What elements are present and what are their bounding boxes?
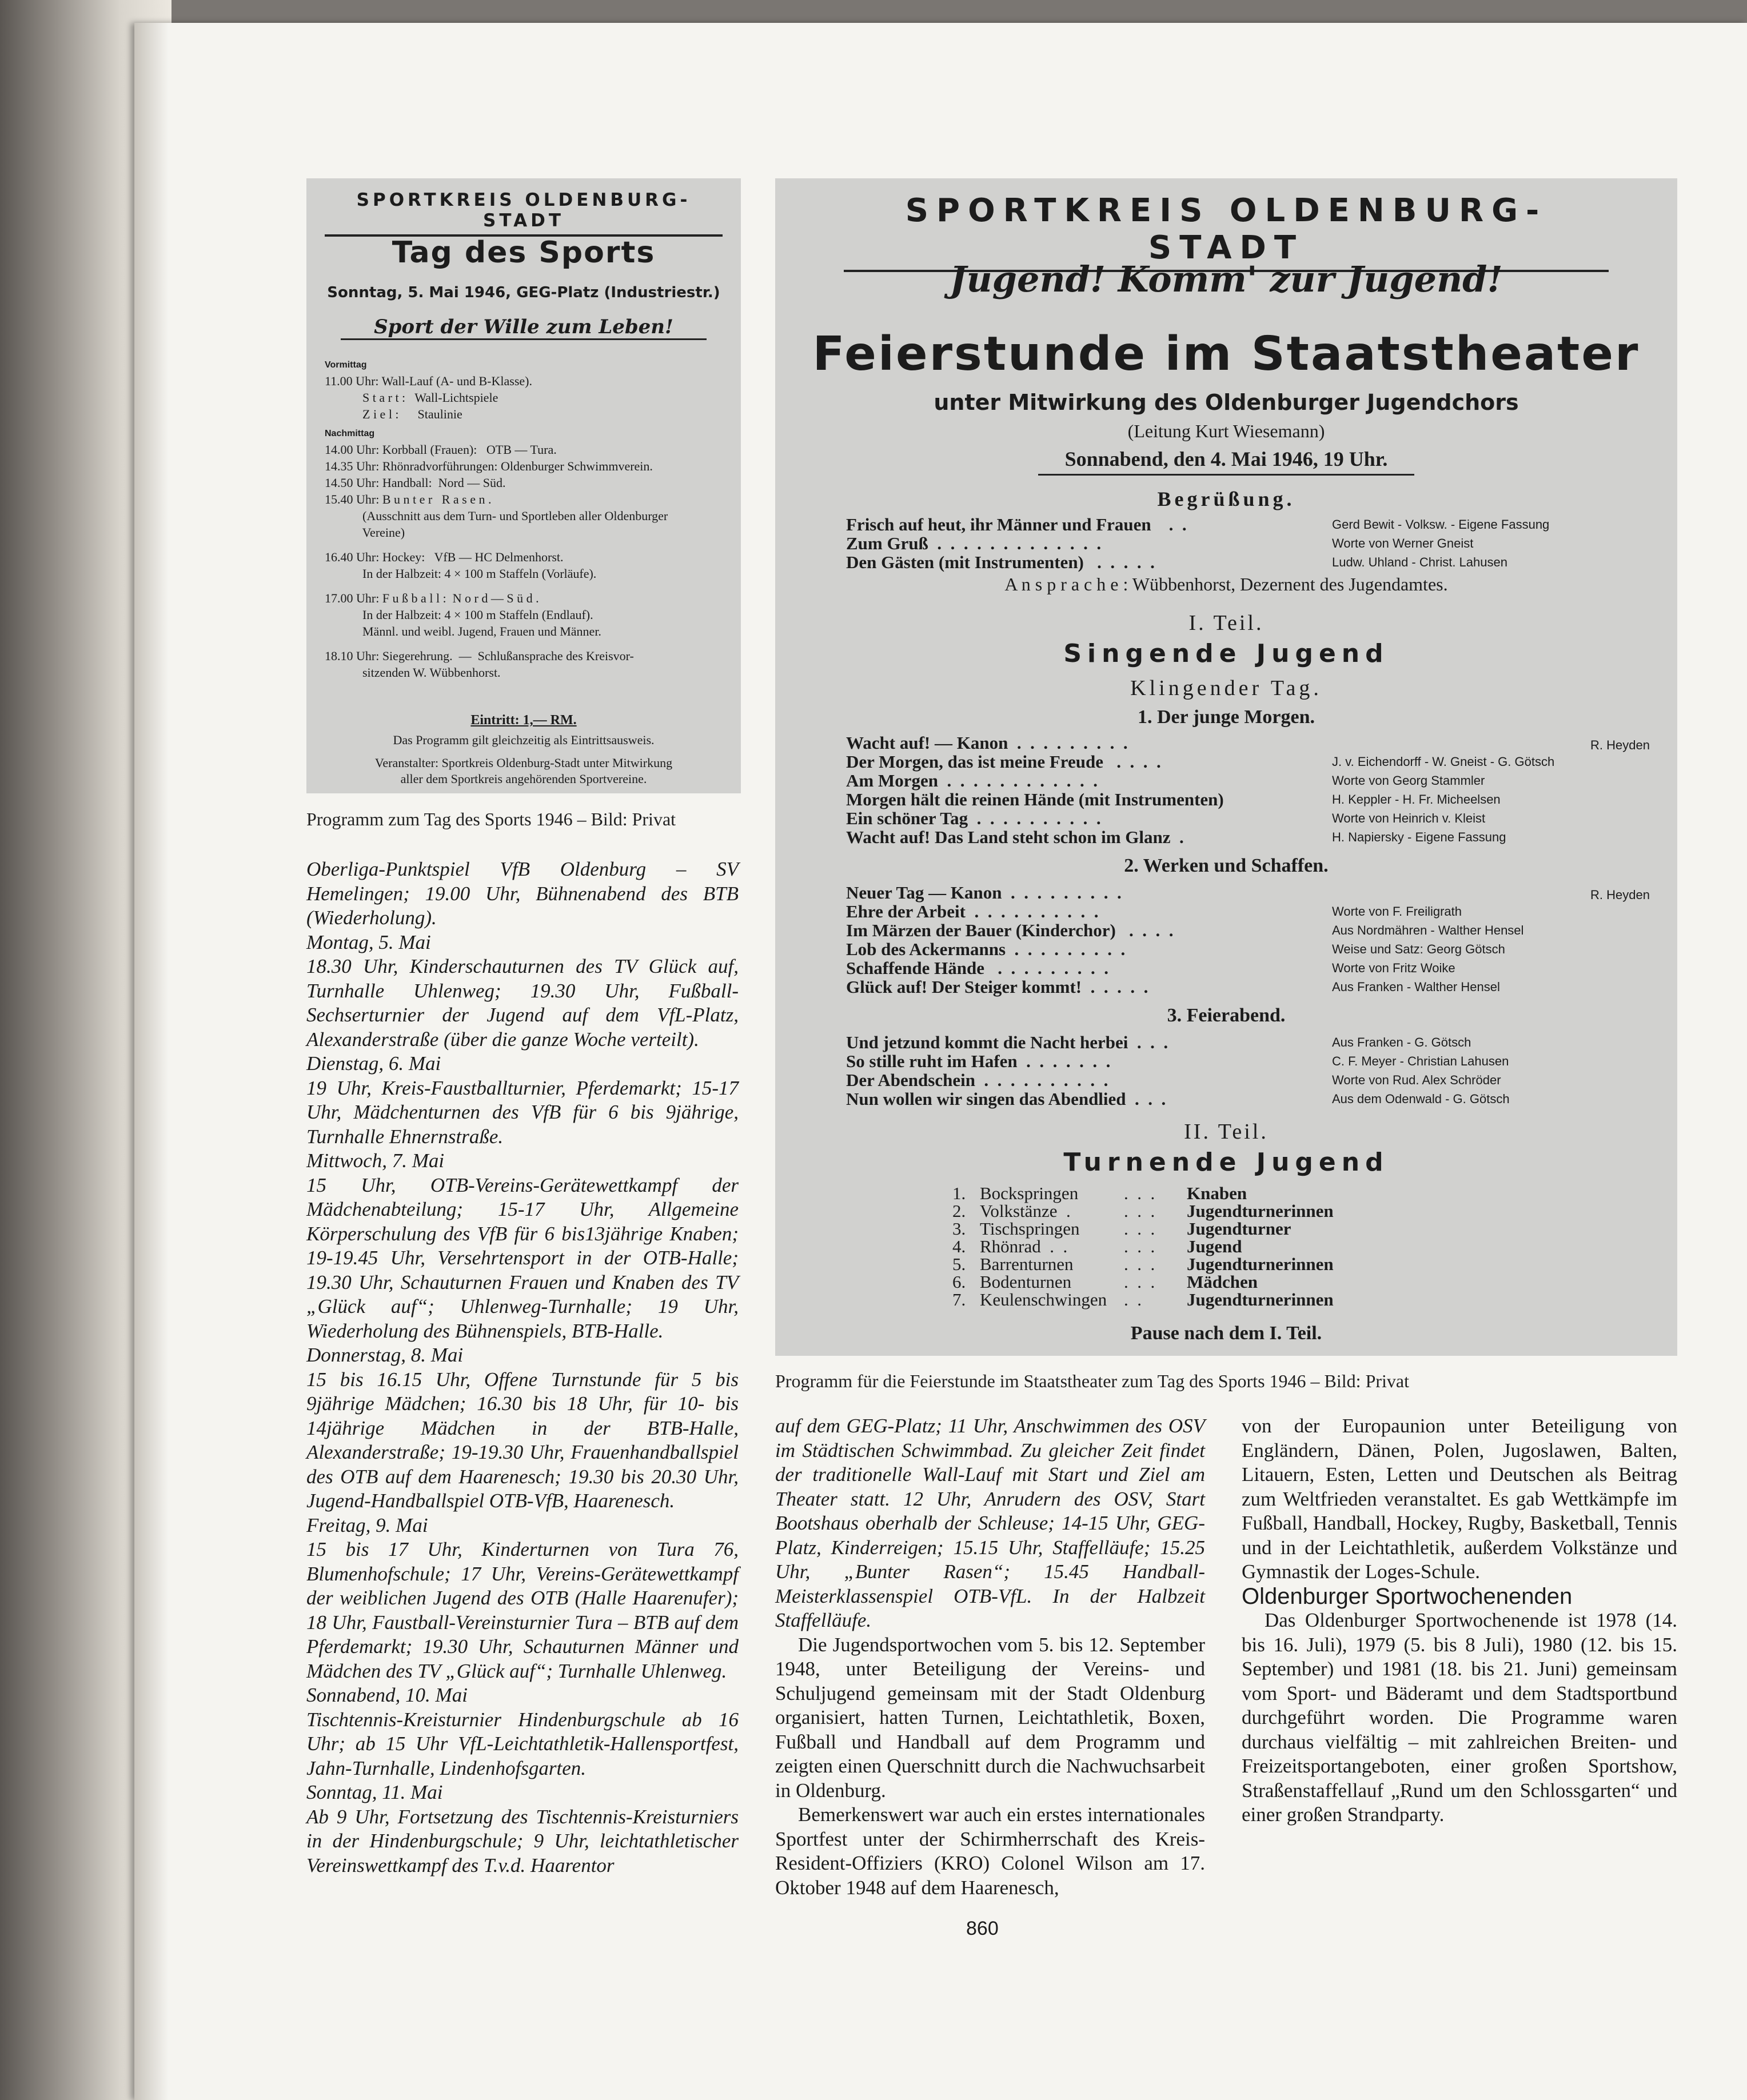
schedule-line: (Ausschnitt aus dem Turn- und Sportleben aller Oldenburger: [325, 509, 668, 523]
left-program-title: Tag des Sports: [392, 235, 656, 270]
schedule-line: In der Halbzeit: 4 × 100 m Staffeln (Vorläufe).: [325, 566, 597, 581]
turn-group: Jugend: [1187, 1236, 1242, 1256]
program-piece-title: So stille ruht im Hafen . . . . . . .: [846, 1051, 1111, 1071]
right-program-section-2: 2. Werken und Schaffen.: [1124, 855, 1329, 876]
program-piece-title: Wacht auf! Das Land steht schon im Glanz .: [846, 827, 1184, 847]
program-piece-attribution: Worte von Rud. Alex Schröder: [1332, 1073, 1501, 1087]
paragraph: 15 bis 16.15 Uhr, Offene Turnstunde für 5 bis 9jährige Mädchen; 16.30 bis 18 Uhr, für 10- bis 14jährige Mädchen in der BTB-Halle, Alexanderstraße; 19-19.30 Uhr, Frauenhandballspiel des OTB auf dem Haarenesch; 19.30 bis 20.30 Uhr, Jugend-Handballspiel OTB-VfB, Haarenesch.: [306, 1368, 739, 1512]
program-piece-title: Und jetzund kommt die Nacht herbei . . .: [846, 1032, 1168, 1052]
right-program-slogan: Jugend! Komm' zur Jugend!: [950, 258, 1503, 300]
left-program-vormittag: Vormittag: [325, 360, 367, 370]
turn-group: Jugendturner: [1187, 1219, 1291, 1239]
turn-group: Jugendturnerinnen: [1187, 1254, 1334, 1274]
paragraph: 19 Uhr, Kreis-Faustballturnier, Pferdemarkt; 15-17 Uhr, Mädchenturnen des VfB für 6 bis 9jährige, Turnhalle Ehnernstraße.: [306, 1076, 739, 1148]
program-piece-title: Ehre der Arbeit . . . . . . . . . .: [846, 901, 1099, 921]
program-piece-attribution: Worte von F. Freiligrath: [1332, 904, 1462, 919]
paragraph: Sonnabend, 10. Mai: [306, 1684, 468, 1706]
program-piece-attribution: Weise und Satz: Georg Götsch: [1332, 942, 1505, 956]
turn-number: 1.: [952, 1183, 966, 1203]
paragraph: Ab 9 Uhr, Fortsetzung des Tischtennis-Kreisturniers in der Hindenburgschule; 9 Uhr, leichtathletischer Vereinswettkampf des T.v.d. Haarentor: [306, 1805, 739, 1877]
program-piece-attribution: H. Keppler - H. Fr. Micheelsen: [1332, 792, 1501, 807]
program-piece-title: Wacht auf! — Kanon . . . . . . . . .: [846, 733, 1128, 753]
turn-number: 7.: [952, 1289, 966, 1309]
turn-group: Jugendturnerinnen: [1187, 1289, 1334, 1309]
page-gutter-shadow: [134, 23, 169, 2100]
turn-number: 2.: [952, 1201, 966, 1221]
right-program-caption: Programm für die Feierstunde im Staatstheater zum Tag des Sports 1946 – Bild: Privat: [775, 1371, 1409, 1391]
schedule-line: 18.10 Uhr: Siegerehrung. — Schlußansprache des Kreisvor-: [325, 649, 634, 663]
right-program-klingender-tag: Klingender Tag.: [1130, 676, 1322, 700]
schedule-line: 14.50 Uhr: Handball: Nord — Süd.: [325, 476, 506, 490]
right-program-date-underline: [1038, 474, 1414, 476]
program-piece-attribution: Worte von Georg Stammler: [1332, 773, 1485, 788]
right-program-turnende-jugend: Turnende Jugend: [1063, 1148, 1389, 1177]
paragraph: Dienstag, 6. Mai: [306, 1052, 441, 1075]
turn-number: 3.: [952, 1219, 966, 1239]
program-piece-title: Nun wollen wir singen das Abendlied . . .: [846, 1089, 1166, 1109]
turn-exercise: Volkstänze .: [980, 1201, 1071, 1221]
program-piece-attribution: H. Napiersky - Eigene Fassung: [1332, 830, 1506, 844]
program-piece-title: Glück auf! Der Steiger kommt! . . . . .: [846, 977, 1148, 997]
program-piece-attribution: Worte von Werner Gneist: [1332, 536, 1474, 550]
turn-exercise: Barrenturnen: [980, 1254, 1074, 1274]
program-piece-attribution: Aus Franken - Walther Hensel: [1332, 980, 1500, 994]
schedule-line: Z i e l : Staulinie: [325, 407, 462, 421]
turn-exercise: Bodenturnen: [980, 1272, 1072, 1292]
turn-group: Jugendturnerinnen: [1187, 1201, 1334, 1221]
program-piece-title: Neuer Tag — Kanon . . . . . . . . .: [846, 883, 1122, 903]
left-program-poster: [306, 178, 741, 793]
paragraph: auf dem GEG-Platz; 11 Uhr, Anschwimmen des OSV im Städtischen Schwimmbad. Zu gleicher Zeit findet der traditionelle Wall-Lauf mit Start und Ziel am Theater statt. 12 Uhr, Anrudern des OSV, Start Bootshaus oberhalb der Schleuse; 14-15 Uhr, GEG-Platz, Kinderreigen; 15.15 Uhr, Staffelläufe; 15.25 Uhr, „Bunter Rasen“; 15.45 Handball-Meisterklassenspiel OTB-VfL. In der Halbzeit Staffelläufe.: [775, 1415, 1205, 1631]
program-piece-attribution: J. v. Eichendorff - W. Gneist - G. Götsch: [1332, 754, 1555, 769]
paragraph: 18.30 Uhr, Kinderschauturnen des TV Glück auf, Turnhalle Uhlenweg; 19.30 Uhr, Fußball-Sechserturnier der Jugend auf dem VfL-Platz, Alexanderstraße (über die ganze Woche verteilt).: [306, 955, 739, 1051]
right-program-title: Feierstunde im Staatstheater: [812, 327, 1640, 381]
left-program-caption: Programm zum Tag des Sports 1946 – Bild: Privat: [306, 809, 676, 829]
paragraph: Oberliga-Punktspiel VfB Oldenburg – SV Hemelingen; 19.00 Uhr, Bühnenabend des BTB (Wiederholung).: [306, 858, 739, 929]
turn-dots: . . .: [1124, 1236, 1155, 1256]
program-piece-attribution: C. F. Meyer - Christian Lahusen: [1332, 1054, 1509, 1068]
turn-exercise: Rhönrad . .: [980, 1236, 1068, 1256]
right-program-ansprache: A n s p r a c h e : Wübbenhorst, Dezernent des Jugendamtes.: [1004, 574, 1448, 594]
program-piece-attribution: Worte von Heinrich v. Kleist: [1332, 811, 1486, 825]
right-program-date: Sonnabend, den 4. Mai 1946, 19 Uhr.: [1064, 448, 1388, 470]
turn-group: Knaben: [1187, 1183, 1247, 1203]
schedule-line: sitzenden W. Wübbenhorst.: [325, 665, 501, 680]
program-piece-attribution: Aus Nordmähren - Walther Hensel: [1332, 923, 1524, 937]
schedule-line: 15.40 Uhr: B u n t e r R a s e n .: [325, 492, 492, 506]
schedule-line: [325, 582, 668, 590]
right-program-leitung: (Leitung Kurt Wiesemann): [1127, 421, 1325, 441]
program-piece-title: Ein schöner Tag . . . . . . . . . .: [846, 808, 1101, 828]
program-piece-title: Den Gästen (mit Instrumenten) . . . . .: [846, 552, 1155, 572]
program-piece-title: Lob des Ackermanns . . . . . . . . .: [846, 939, 1126, 959]
schedule-line: 14.35 Uhr: Rhönradvorführungen: Oldenburger Schwimmverein.: [325, 459, 653, 473]
paragraph: Das Oldenburger Sportwochenende ist 1978 (14. bis 16. Juli), 1979 (5. bis 8 Juli), 1980 (12. bis 15. September) und 1981 (18. bis 21. Juni) gemeinsam vom Sport- und Bäderamt und dem Stadtsportbund durchgeführt worden. Die Programme waren durchaus vielfältig – mit zahlreichen Breiten- und Freizeitsportangeboten, einer großen Sportshow, Straßenstaffellauf „Rund um den Schlossgarten“ und einer großen Strandparty.: [1242, 1609, 1677, 1826]
program-piece-attribution: Worte von Fritz Woike: [1332, 961, 1455, 975]
left-program-date: Sonntag, 5. Mai 1946, GEG-Platz (Industriestr.): [327, 284, 720, 301]
page-number: 860: [966, 1918, 999, 1939]
turn-dots: . . .: [1124, 1201, 1155, 1221]
paragraph: 15 Uhr, OTB-Vereins-Gerätewettkampf der Mädchenabteilung; 15-17 Uhr, Allgemeine Körperschulung des VfB für 6 bis13jährige Knaben; 19-19.45 Uhr, Versehrtensport in der OTB-Halle; 19.30 Uhr, Schauturnen Frauen und Knaben des TV „Glück auf“; Uhlenweg-Turnhalle; 19 Uhr, Wiederholung des Bühnenspiels, BTB-Halle.: [306, 1173, 739, 1342]
program-piece-title: Der Abendschein . . . . . . . . . .: [846, 1070, 1108, 1090]
program-piece-attribution: Aus dem Odenwald - G. Götsch: [1332, 1092, 1510, 1106]
program-piece-attribution: Ludw. Uhland - Christ. Lahusen: [1332, 555, 1507, 569]
schedule-line: In der Halbzeit: 4 × 100 m Staffeln (Endlauf).: [325, 608, 593, 622]
turn-dots: . .: [1124, 1289, 1142, 1309]
schedule-line: 11.00 Uhr: Wall-Lauf (A- und B-Klasse).: [325, 374, 532, 388]
left-program-veranstalter-2: aller dem Sportkreis angehörenden Sportvereine.: [400, 772, 647, 786]
schedule-line: 14.00 Uhr: Korbball (Frauen): OTB — Tura.: [325, 442, 557, 457]
paragraph: Donnerstag, 8. Mai: [306, 1344, 464, 1366]
text-column-3: [1242, 1414, 1677, 1827]
paragraph: Freitag, 9. Mai: [306, 1514, 428, 1536]
left-program-motto: Sport der Wille zum Leben!: [341, 316, 707, 340]
program-piece-attribution: Gerd Bewit - Volksw. - Eigene Fassung: [1332, 517, 1550, 532]
program-piece-title: Schaffende Hände . . . . . . . . .: [846, 958, 1108, 978]
schedule-line: [325, 640, 668, 648]
program-piece-title: Am Morgen . . . . . . . . . . . .: [846, 770, 1098, 791]
paragraph: Die Jugendsportwochen vom 5. bis 12. September 1948, unter Beteiligung der Vereins- und Schuljugend gemeinsam mit der Stadt Oldenburg organisiert, hatten Turnen, Leichtathletik, Boxen, Fußball und Handball auf dem Programm und zeigten einen Querschnitt durch die Nachwuchsarbeit in Oldenburg.: [775, 1633, 1205, 1802]
text-column-2: [775, 1414, 1205, 1900]
left-program-veranstalter-1: Veranstalter: Sportkreis Oldenburg-Stadt unter Mitwirkung: [374, 756, 673, 770]
left-program-kreis: SPORTKREIS OLDENBURG-STADT: [325, 190, 723, 237]
paragraph: Mittwoch, 7. Mai: [306, 1149, 445, 1172]
right-program-pause: Pause nach dem I. Teil.: [1130, 1323, 1322, 1344]
program-piece-title: Morgen hält die reinen Hände (mit Instrumenten): [846, 789, 1224, 809]
right-program-section-3: 3. Feierabend.: [1167, 1005, 1286, 1026]
paragraph: von der Europaunion unter Beteiligung von Engländern, Dänen, Polen, Jugoslawen, Balten, Litauern, Esten, Letten und Deutschen als Beitrag zum Weltfrieden veranstaltet. Es gab Wettkämpfe im Fußball, Handball, Hockey, Rugby, Basketball, Tennis und in der Leichtathletik, außerdem Volkstänze und Gymnastik der Loges-Schule.: [1242, 1415, 1677, 1583]
turn-dots: . . .: [1124, 1219, 1155, 1239]
turn-number: 6.: [952, 1272, 966, 1292]
right-program-kreis: SPORTKREIS OLDENBURG-STADT: [844, 192, 1609, 272]
program-piece-title: Der Morgen, das ist meine Freude . . . .: [846, 752, 1161, 772]
left-program-morning-lines: [325, 373, 532, 422]
left-program-ausweis: Das Programm gilt gleichzeitig als Eintrittsausweis.: [393, 733, 655, 747]
program-piece-title: Zum Gruß . . . . . . . . . . . . .: [846, 533, 1102, 553]
right-program-singende-jugend: Singende Jugend: [1063, 639, 1389, 668]
turn-number: 4.: [952, 1236, 966, 1256]
paragraph: 15 bis 17 Uhr, Kinderturnen von Tura 76, Blumenhofschule; 17 Uhr, Vereins-Gerätewettkampf der weiblichen Jugend des OTB (Halle Haarenufer); 18 Uhr, Faustball-Vereinsturnier Tura – BTB auf dem Pferdemarkt; 19.30 Uhr, Schauturnen Männer und Mädchen des TV „Glück auf“; Turnhalle Uhlenweg.: [306, 1538, 739, 1682]
schedule-line: 17.00 Uhr: F u ß b a l l : N o r d — S ü d .: [325, 591, 539, 605]
left-program-nachmittag: Nachmittag: [325, 429, 375, 438]
text-column-1: [306, 857, 739, 1878]
right-program-section-1-heyden: R. Heyden: [1590, 738, 1650, 752]
right-program-poster: [775, 178, 1677, 1356]
right-program-begruessung: Begrüßung.: [1157, 488, 1295, 510]
schedule-line: [325, 541, 668, 549]
program-piece-attribution: Aus Franken - G. Götsch: [1332, 1035, 1471, 1049]
right-program-section-2-heyden: R. Heyden: [1590, 888, 1650, 902]
left-program-eintritt: Eintritt: 1,— RM.: [470, 713, 577, 728]
right-program-teil-1: I. Teil.: [1188, 611, 1264, 635]
turn-dots: . . .: [1124, 1254, 1155, 1274]
right-program-section-1: 1. Der junge Morgen.: [1137, 706, 1315, 728]
right-program-subtitle: unter Mitwirkung des Oldenburger Jugendchors: [934, 390, 1519, 415]
paragraph: Montag, 5. Mai: [306, 931, 431, 953]
section-heading: Oldenburger Sportwochenenden: [1242, 1583, 1573, 1609]
paragraph: Tischtennis-Kreisturnier Hindenburgschule ab 16 Uhr; ab 15 Uhr VfL-Leichtathletik-Hallensportfest, Jahn-Turnhalle, Lindenhofsgarten.: [306, 1708, 739, 1779]
paragraph: Bemerkenswert war auch ein erstes internationales Sportfest unter der Schirmherrschaft des Kreis-Resident-Offiziers (KRO) Colonel Wilson am 17. Oktober 1948 auf dem Haarenesch,: [775, 1803, 1205, 1899]
turn-group: Mädchen: [1187, 1272, 1258, 1292]
turn-exercise: Tischspringen: [980, 1219, 1080, 1239]
schedule-line: 16.40 Uhr: Hockey: VfB — HC Delmenhorst.: [325, 550, 564, 564]
program-piece-title: Im Märzen der Bauer (Kinderchor) . . . .: [846, 920, 1174, 940]
turn-dots: . . .: [1124, 1183, 1155, 1203]
turn-exercise: Bockspringen: [980, 1183, 1079, 1203]
right-program-teil-2: II. Teil.: [1184, 1120, 1269, 1144]
schedule-line: Männl. und weibl. Jugend, Frauen und Männer.: [325, 624, 601, 638]
program-piece-title: Frisch auf heut, ihr Männer und Frauen . .: [846, 514, 1187, 534]
turn-dots: . . .: [1124, 1272, 1155, 1292]
turn-exercise: Keulenschwingen: [980, 1289, 1107, 1309]
turn-number: 5.: [952, 1254, 966, 1274]
left-program-afternoon-lines: [325, 441, 668, 681]
schedule-line: Vereine): [325, 525, 405, 540]
schedule-line: S t a r t : Wall-Lichtspiele: [325, 390, 498, 405]
paragraph: Sonntag, 11. Mai: [306, 1781, 443, 1803]
